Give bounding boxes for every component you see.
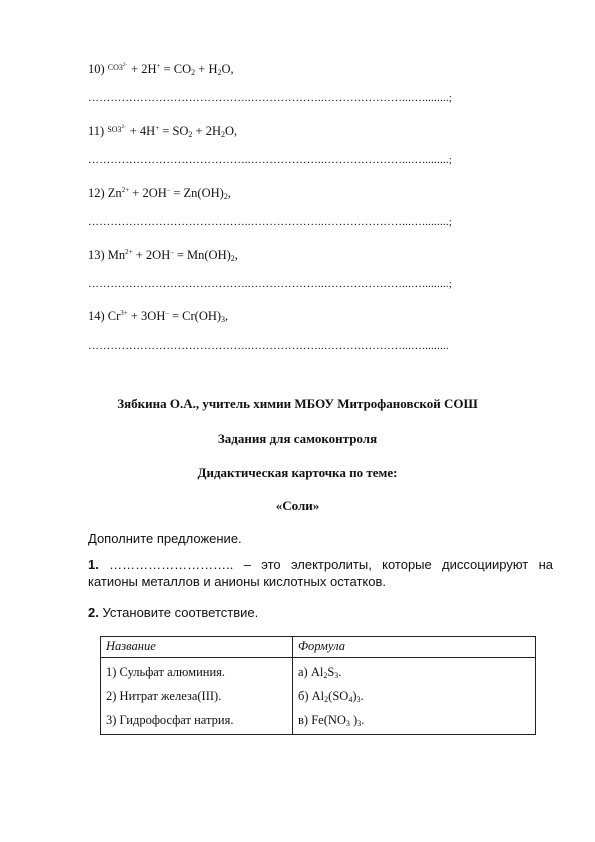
formula-item xyxy=(298,684,530,708)
task2-number: 2. xyxy=(88,605,99,620)
task1-text-line1: – это электролиты, которые диссоциируют на xyxy=(243,557,553,572)
formula-item xyxy=(298,660,530,684)
header-name: Название xyxy=(101,637,293,658)
formula-text: = Zn(OH) xyxy=(170,186,224,200)
answer-line[interactable]: ……………………………………..………………..…………………...….........; xyxy=(88,154,453,166)
task1-number: 1. xyxy=(88,557,99,572)
formula-text: = CO xyxy=(160,62,192,76)
subscript: 2 xyxy=(188,130,193,139)
names-cell xyxy=(101,658,293,735)
formula-text: + 2H xyxy=(192,124,221,138)
name-item: 2) Нитрат железа(III). xyxy=(106,689,222,703)
ion-image xyxy=(107,124,125,134)
equation-12 xyxy=(88,186,231,201)
formula-text: O, xyxy=(225,124,238,138)
superscript: 2+ xyxy=(121,186,130,194)
header-formula: Формула xyxy=(293,637,536,658)
superscript: + xyxy=(155,124,160,132)
formulas-cell xyxy=(293,658,536,735)
matching-table xyxy=(100,636,536,735)
ion-image xyxy=(108,62,127,72)
formula-text: ) xyxy=(352,689,357,703)
formula-text: . xyxy=(338,665,342,679)
subscript: 4 xyxy=(348,695,353,704)
formula-text: + H xyxy=(195,62,218,76)
table-header-row xyxy=(101,637,536,658)
formula-text: в) Fe(NO xyxy=(298,713,346,727)
superscript: – xyxy=(166,186,171,194)
subscript: 2 xyxy=(323,671,328,680)
task1-blank: ……………………….. xyxy=(109,557,234,572)
equation-number: 13) xyxy=(88,248,108,262)
subscript: 2 xyxy=(223,192,228,201)
formula-text: . xyxy=(360,689,364,703)
subscript: 3 xyxy=(345,719,350,728)
formula-text: б) Al xyxy=(298,689,325,703)
superscript: 3+ xyxy=(120,309,128,317)
section-title: Задания для самоконтроля xyxy=(217,431,378,446)
ion-formula: SO3 xyxy=(107,125,122,134)
equation-13 xyxy=(88,248,238,263)
formula-text: , xyxy=(234,248,238,262)
formula-item xyxy=(298,708,530,732)
formula-text: , xyxy=(227,186,231,200)
subscript: 3 xyxy=(356,695,361,704)
formula-text: + 4H xyxy=(129,124,156,138)
formula-text: = SO xyxy=(159,124,189,138)
subscript: 3 xyxy=(357,719,362,728)
formula-text: = Cr(OH) xyxy=(168,309,222,323)
task1-line1 xyxy=(88,557,553,572)
formula-text: Cr xyxy=(107,309,121,323)
superscript: 2+ xyxy=(125,248,133,256)
name-item: 3) Гидрофосфат натрия. xyxy=(106,713,234,727)
formula-text: . xyxy=(361,713,365,727)
equation-11 xyxy=(88,124,237,139)
formula-text: + 2H xyxy=(131,62,157,76)
equation-number: 12) xyxy=(88,186,108,200)
equation-10 xyxy=(88,62,234,77)
formula-text: Mn xyxy=(107,248,126,262)
formula-text: Zn xyxy=(107,186,122,200)
subscript: 3 xyxy=(334,671,339,680)
answer-line[interactable]: ……………………………………..………………..…………………...…......... xyxy=(88,340,449,352)
formula-text: + 2OH xyxy=(132,248,171,262)
equation-14 xyxy=(88,309,228,324)
task1-text-line2: катионы металлов и анионы кислотных остатков. xyxy=(88,574,386,589)
formula-text: = Mn(OH) xyxy=(173,248,231,262)
answer-line[interactable]: ……………………………………..………………..…………………...….........; xyxy=(88,278,453,290)
topic-title: «Соли» xyxy=(275,498,320,513)
subscript: 3 xyxy=(221,315,226,324)
superscript: – xyxy=(170,248,174,256)
subscript: 2 xyxy=(221,130,225,139)
table-row xyxy=(101,658,536,735)
formula-text: а) Al xyxy=(298,665,324,679)
equation-number: 11) xyxy=(88,124,108,138)
answer-line[interactable]: ……………………………………..………………..…………………...….........; xyxy=(88,92,453,104)
ion-formula: CO3 xyxy=(107,63,123,72)
ion-charge: 2- xyxy=(122,63,128,68)
formula-text: ) xyxy=(349,713,358,727)
formula-text: + 3OH xyxy=(127,309,166,323)
superscript: + xyxy=(156,62,161,70)
author-line: Зябкина О.А., учитель химии МБОУ Митрофановской СОШ xyxy=(117,396,478,411)
equation-number: 14) xyxy=(88,309,108,323)
name-item: 1) Сульфат алюминия. xyxy=(106,665,226,679)
task2-line xyxy=(88,605,553,620)
instruction-text: Дополните предложение. xyxy=(88,531,242,546)
task2-text: Установите соответствие. xyxy=(102,605,259,620)
card-title: Дидактическая карточка по теме: xyxy=(197,465,398,480)
superscript: – xyxy=(165,309,169,317)
subscript: 2 xyxy=(217,68,222,77)
formula-text: , xyxy=(225,309,229,323)
formula-text: (SO xyxy=(328,689,349,703)
formula-text: S xyxy=(327,665,335,679)
ion-charge: 2- xyxy=(121,125,126,130)
formula-text: + 2OH xyxy=(129,186,167,200)
subscript: 2 xyxy=(191,68,196,77)
subscript: 2 xyxy=(324,695,329,704)
subscript: 2 xyxy=(230,254,235,263)
equation-number: 10) xyxy=(88,62,108,76)
formula-text: O, xyxy=(221,62,234,76)
answer-line[interactable]: ……………………………………..………………..…………………...….........; xyxy=(88,216,453,228)
